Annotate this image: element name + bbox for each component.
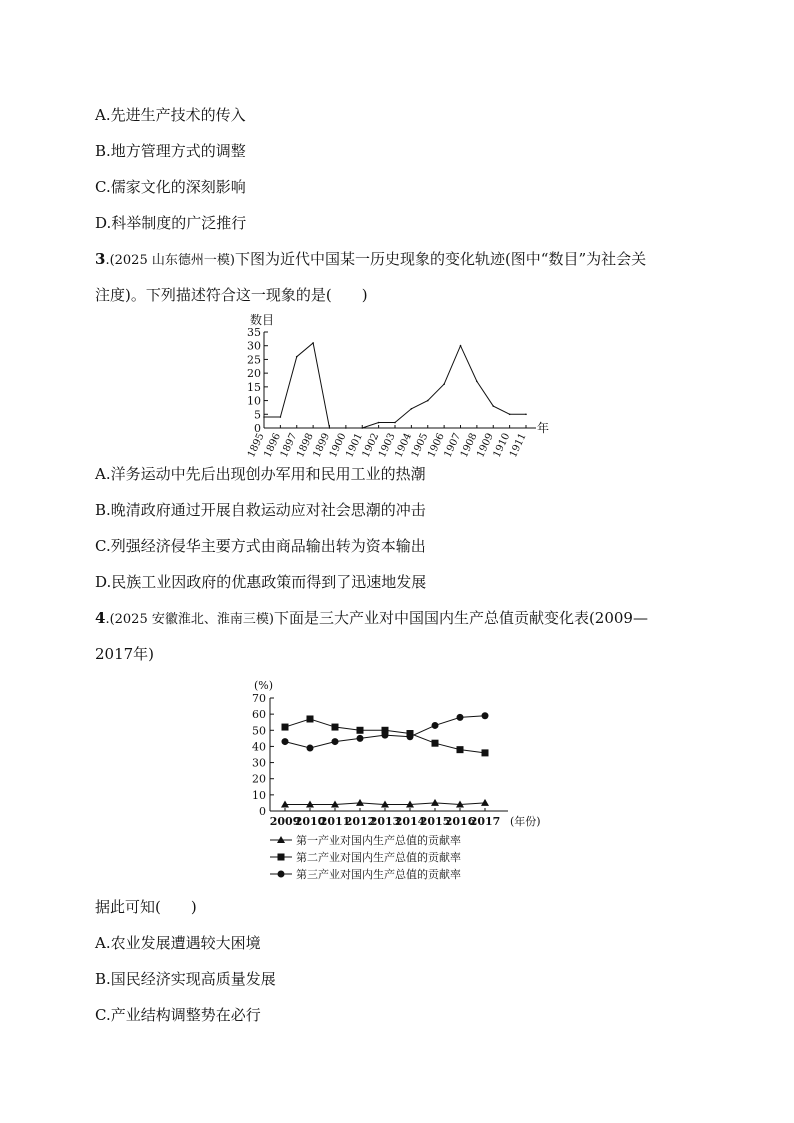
x-tick-label: 1908 — [458, 431, 480, 460]
x-tick-label: 1901 — [344, 431, 365, 460]
y-tick-label: 35 — [247, 326, 261, 339]
data-point — [411, 408, 413, 410]
y-tick-label: 70 — [252, 692, 266, 705]
x-tick-label: 1900 — [327, 431, 349, 460]
data-point — [329, 427, 331, 429]
y-tick-label: 50 — [252, 724, 266, 738]
attention-line-chart — [240, 310, 560, 460]
option-d: D.科举制度的广泛推行 — [95, 214, 247, 232]
x-tick-label: 1907 — [442, 431, 464, 460]
question-3-stem — [95, 249, 646, 271]
x-axis-title: (年份) — [510, 815, 541, 828]
option-c: C.儒家文化的深刻影响 — [95, 178, 246, 196]
x-tick-label: 2016 — [444, 815, 476, 828]
y-tick-label: 30 — [252, 756, 266, 770]
legend-marker — [278, 871, 285, 878]
legend-label: 第二产业对国内生产总值的贡献率 — [296, 851, 461, 864]
x-tick-label: 1902 — [360, 431, 382, 460]
question-number: 4 — [95, 609, 106, 627]
x-tick-label: 2013 — [369, 815, 401, 828]
data-point — [282, 738, 289, 745]
option-c: C.列强经济侵华主要方式由商品输出转为资本输出 — [95, 537, 426, 555]
data-point — [312, 342, 314, 344]
x-tick-label: 1897 — [278, 431, 300, 460]
data-point — [280, 416, 282, 418]
x-tick-label: 1899 — [311, 431, 333, 460]
data-point — [476, 381, 478, 383]
data-point — [482, 749, 489, 756]
y-tick-label: 30 — [247, 339, 261, 353]
data-point — [460, 345, 462, 347]
x-tick-label: 2011 — [319, 815, 351, 828]
series-line — [264, 343, 526, 428]
x-tick-label: 2009 — [269, 815, 301, 828]
option-b: B.国民经济实现高质量发展 — [95, 970, 276, 988]
option-a: A.洋务运动中先后出现创办军用和民用工业的热潮 — [95, 465, 426, 483]
data-point — [307, 715, 314, 722]
data-point — [332, 738, 339, 745]
legend-label: 第一产业对国内生产总值的贡献率 — [296, 834, 461, 847]
x-tick-label: 2012 — [344, 815, 376, 828]
data-point — [281, 801, 289, 808]
data-point — [525, 413, 527, 415]
question-source: .(2025 山东德州一模) — [105, 253, 235, 268]
data-point — [357, 727, 364, 734]
y-axis-title: 数目 — [250, 313, 275, 327]
question-4-prompt: 据此可知( ) — [95, 898, 197, 916]
x-tick-label: 1896 — [262, 431, 284, 460]
y-tick-label: 10 — [247, 394, 261, 408]
x-tick-label: 1895 — [245, 431, 267, 460]
data-point — [457, 746, 464, 753]
x-tick-label: 1909 — [475, 431, 496, 460]
data-point — [432, 722, 439, 729]
x-tick-label: 1904 — [393, 431, 415, 460]
data-point — [307, 745, 314, 752]
y-tick-label: 25 — [247, 353, 261, 367]
question-3-stem-cont: 注度)。下列描述符合这一现象的是( ) — [95, 286, 368, 304]
x-tick-label: 2015 — [419, 815, 451, 828]
y-tick-label: 10 — [252, 788, 266, 802]
data-point — [345, 427, 347, 429]
x-tick-label: 2014 — [394, 815, 426, 828]
data-point — [361, 427, 363, 429]
data-point — [431, 799, 439, 806]
y-tick-label: 0 — [259, 805, 266, 818]
data-point — [382, 732, 389, 739]
data-point — [378, 422, 380, 424]
option-a: A.先进生产技术的传入 — [95, 106, 246, 124]
question-source: .(2025 安徽淮北、淮南三模) — [105, 612, 274, 627]
gdp-contribution-chart — [240, 678, 560, 883]
data-point — [263, 416, 265, 418]
data-point — [306, 801, 314, 808]
data-point — [432, 740, 439, 747]
x-tick-label: 1910 — [491, 431, 513, 460]
data-point — [509, 413, 511, 415]
data-point — [356, 799, 364, 806]
question-number: 3 — [95, 250, 106, 268]
data-point — [332, 724, 339, 731]
option-d: D.民族工业因政府的优惠政策而得到了迅速地发展 — [95, 573, 427, 591]
y-tick-label: 5 — [254, 408, 261, 422]
data-point — [407, 733, 414, 740]
x-tick-label: 1903 — [376, 431, 398, 460]
x-tick-label: 2010 — [294, 815, 326, 828]
y-tick-label: 60 — [252, 708, 266, 722]
y-tick-label: 20 — [247, 367, 261, 381]
y-tick-label: 20 — [252, 772, 266, 786]
x-tick-label: 2017 — [469, 815, 501, 828]
y-tick-label: 40 — [252, 740, 266, 754]
question-text: 下图为近代中国某一历史现象的变化轨迹(图中“数目”为社会关 — [234, 250, 647, 268]
data-point — [457, 714, 464, 721]
option-a: A.农业发展遭遇较大困境 — [95, 934, 261, 952]
x-tick-label: 1905 — [409, 431, 431, 460]
data-point — [394, 422, 396, 424]
question-4-stem-cont: 2017年) — [95, 645, 155, 663]
data-point — [492, 405, 494, 407]
data-point — [357, 735, 364, 742]
data-point — [296, 356, 298, 358]
data-point — [282, 724, 289, 731]
y-tick-label: 0 — [254, 422, 261, 435]
y-tick-label: 15 — [247, 380, 261, 394]
question-text: 下面是三大产业对中国国内生产总值贡献变化表(2009— — [273, 609, 648, 627]
y-axis-title: (%) — [254, 679, 274, 692]
legend-marker — [278, 854, 285, 861]
legend-label: 第三产业对国内生产总值的贡献率 — [296, 868, 461, 881]
option-c: C.产业结构调整势在必行 — [95, 1006, 261, 1024]
data-point — [482, 712, 489, 719]
data-point — [481, 799, 489, 806]
x-tick-label: 1898 — [295, 431, 316, 460]
option-b: B.地方管理方式的调整 — [95, 142, 246, 160]
x-tick-label: 1911 — [507, 431, 529, 460]
question-4-stem — [95, 608, 648, 630]
option-b: B.晚清政府通过开展自救运动应对社会思潮的冲击 — [95, 501, 426, 519]
data-point — [443, 383, 445, 385]
data-point — [427, 400, 429, 402]
x-tick-label: 1906 — [426, 431, 447, 460]
x-axis-title: 年 — [537, 421, 550, 435]
